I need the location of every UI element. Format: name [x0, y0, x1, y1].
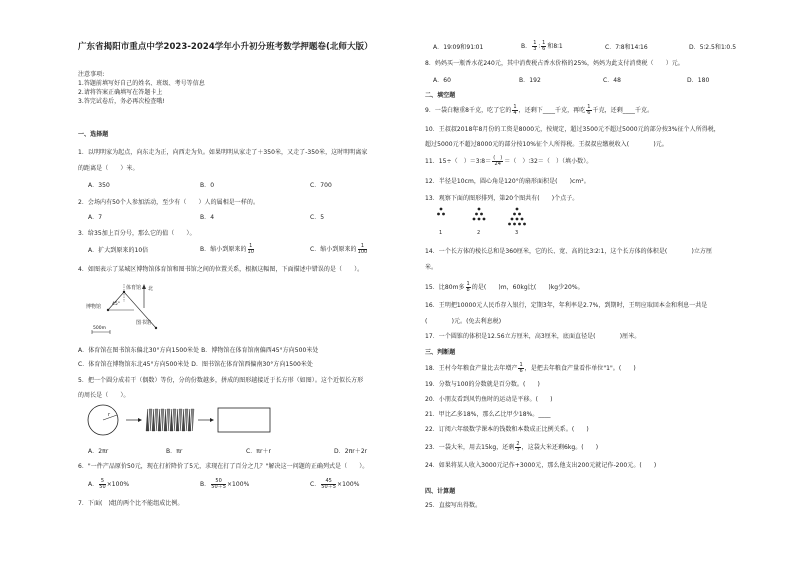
sector-piece: [149, 409, 152, 431]
fraction: $\frac{1}{4}$: [513, 104, 517, 116]
dot: [513, 223, 516, 226]
sector-piece: [182, 409, 185, 431]
q4-text: 4．如图表示了某城区博物馆体育馆和图书馆之间的位置关系，根据这幅图，下面描述中错误的是（ ）。: [78, 266, 364, 273]
q2-option-b[interactable]: B．4: [200, 214, 215, 221]
dot: [440, 208, 443, 211]
q1-line2: 的距离是（ ）米。: [78, 165, 139, 172]
dot: [475, 213, 478, 216]
dot: [442, 213, 445, 216]
q20-text: 20．小朋友看到风钓鱼时的运动是平移。( ): [425, 396, 553, 403]
fraction: $\frac{1}{3}$: [533, 40, 537, 52]
fraction: $\frac{45}{50+5}$: [321, 478, 337, 490]
dot: [518, 213, 521, 216]
dot: [483, 218, 486, 221]
sector-piece: [155, 409, 158, 431]
notice-item: 3.答完试卷后，务必再次检查哦!: [78, 98, 165, 105]
dot: [513, 213, 516, 216]
dot: [518, 223, 521, 226]
q13-dot-pattern: [429, 205, 539, 235]
section-choice-heading: 一、选择题: [78, 131, 109, 138]
sector-strip: [146, 409, 194, 431]
q22-text: 22．订阅六年级数学课本的钱数和本数成正比例关系。( ): [425, 426, 589, 433]
q2-text: 2．会场内有50个人参加活动，至少有（ ）人的属相是一样的。: [78, 199, 260, 206]
gym-label: 体育馆: [126, 285, 142, 291]
fraction: $\frac{1}{100}$: [357, 243, 368, 255]
sector-piece: [167, 409, 170, 431]
rectangle-shape: [218, 408, 270, 432]
figure-label-3: 3: [515, 230, 519, 235]
section-judge-heading: 三、判断题: [425, 349, 456, 356]
q5-option-b[interactable]: B．πr: [166, 448, 183, 455]
angle-label: 45°: [112, 302, 120, 307]
arrow-head-2: [210, 418, 214, 422]
sector-piece: [158, 409, 161, 431]
sector-piece: [146, 409, 149, 431]
q5-line1: 5．把一个圆分成若干（偶数）等份，分的份数越多，拼成的图形越接近于长方形（如图）。这个近似长方形: [78, 377, 364, 384]
fraction: $\frac{5}{50}$: [99, 478, 106, 490]
q8-option-d[interactable]: D．180: [687, 77, 710, 84]
fraction: $\frac{50}{50+5}$: [211, 478, 226, 490]
fraction: $\frac{( )}{24}$: [493, 155, 503, 167]
q11-text: 11．15÷（ ）＝3∶8＝ $\frac{( )}{24}$ ＝（ ）∶32＝（ ）（填小数）。: [425, 155, 593, 167]
north-label: 北: [148, 286, 154, 292]
dot: [516, 218, 519, 221]
dot: [478, 208, 481, 211]
scale-label: 500m: [93, 326, 106, 331]
q7-option-a[interactable]: A．19∶09和91∶01: [433, 44, 484, 51]
radius-label: r: [108, 412, 111, 418]
notice-heading: 注意事项:: [78, 71, 105, 78]
q7-option-b[interactable]: B． $\frac{1}{3}$ ∶ $\frac{1}{6}$ 和8∶1: [521, 40, 563, 52]
arrow-head-1: [138, 418, 142, 422]
fraction: $\frac{1}{6}$: [587, 104, 591, 116]
dot: [473, 218, 476, 221]
q14-line2: 米。: [425, 264, 438, 271]
q7-text: 7．下面( )组的两个比不能组成比例。: [78, 500, 184, 507]
q1-option-b[interactable]: B．0: [200, 182, 215, 189]
q2-option-a[interactable]: A．7: [88, 214, 103, 221]
sector-piece: [191, 409, 194, 431]
q1-option-a[interactable]: A．350: [88, 182, 110, 189]
library-label: 图书馆: [136, 320, 152, 326]
q23-text: 23．一袋大米，用去15kg，还剩 $\frac{2}{3}$ ，这袋大米还剩6kg。( ): [425, 441, 599, 453]
north-arrow-head: [142, 284, 146, 289]
q4-position-diagram: [86, 280, 176, 340]
q4-options-cd[interactable]: C．体育馆在博物馆东北45°方向500米处 D．图书馆在体育馆西偏南30°方向1500米处: [78, 361, 313, 368]
sector-piece: [152, 409, 155, 431]
q8-option-a[interactable]: A．60: [433, 77, 451, 84]
library-point: [155, 327, 157, 329]
q10-line2: 超过5000元不超过8000元的部分按10%征个人所得税。王叔叔应缴税收入( )元。: [425, 141, 668, 148]
q6-option-b[interactable]: B． $\frac{50}{50+5}$ ×100%: [200, 478, 250, 490]
sector-piece: [188, 409, 191, 431]
figure-label-1: 1: [439, 230, 443, 235]
q19-text: 19．分数与100的分数就是百分数。( ): [425, 381, 540, 388]
q12-text: 12．半径是10cm，圆心角是120°的扇形面积是( )cm²。: [425, 178, 590, 185]
q3-option-a[interactable]: A．扩大到原来的10倍: [88, 247, 149, 254]
fraction: $\frac{1}{10}$: [247, 243, 254, 255]
sector-piece: [173, 409, 176, 431]
fraction: $\frac{2}{3}$: [516, 441, 520, 453]
q16-line2: ( )元。(免去利息税): [425, 318, 502, 325]
q3-text: 3．给35加上百分号，那么它的值（ ）。: [78, 230, 196, 237]
section-calc-heading: 四、计算题: [425, 488, 456, 495]
q16-line1: 16．王明把10000元人民币存入银行，定期3年，年利率是2.7%，到期时，王明应取回本金和利息一共是: [425, 302, 708, 309]
q7-option-c[interactable]: C．7∶8和14∶16: [605, 44, 648, 51]
q13-text: 13．观察下面的图形排列，第20个图共有( )个点子。: [425, 195, 579, 202]
q8-option-c[interactable]: C．48: [603, 77, 622, 84]
q1-line1: 1．以明明家为起点，向东走为正，向西走为负。如果明明从家走了＋350米，又走了-350米，这时明明离家: [78, 149, 368, 156]
museum-label: 博物馆: [86, 304, 102, 310]
q4-options-ab[interactable]: A．体育馆在图书馆东偏北30°方向1500米处 B．博物馆在体育馆南偏西45°方向500米处: [78, 347, 319, 354]
sector-piece: [179, 409, 182, 431]
dot: [516, 208, 519, 211]
q18-text: 18．王村今年粮食产量比去年增产 $\frac{1}{6}$ ，是把去年粮食产量看作单位"1"。( ): [425, 362, 636, 374]
fraction: $\frac{1}{8}$: [466, 281, 470, 293]
museum-gym-line: [108, 292, 124, 310]
q10-line1: 10．王叔叔2018年8月份的工资是8000元，按规定，超过3500元不超过5000元的部分按3%征个人所得税，: [425, 126, 720, 133]
dot: [437, 213, 440, 216]
q5-option-a[interactable]: A．2πr: [88, 448, 109, 455]
dot: [480, 213, 483, 216]
q2-option-c[interactable]: C．5: [310, 214, 325, 221]
q3-option-b[interactable]: B．缩小到原来的 $\frac{1}{10}$: [200, 243, 254, 255]
sector-piece: [176, 409, 179, 431]
sector-piece: [185, 409, 188, 431]
sector-piece: [161, 409, 164, 431]
dot: [523, 223, 526, 226]
exam-title: 广东省揭阳市重点中学2023-2024学年小升初分班考数学押题卷(北师大版）: [78, 42, 373, 52]
q6-option-a[interactable]: A． $\frac{5}{50}$ ×100%: [88, 478, 130, 490]
notice-item: 1.答题前填写好自己的姓名、班级、考号等信息: [78, 80, 205, 87]
q17-text: 17．一个圆锥的体积是12.56立方厘米，高3厘米，底面直径是( )厘米。: [425, 333, 641, 340]
sector-piece: [164, 409, 167, 431]
dot: [521, 218, 524, 221]
section-fill-heading: 二、填空题: [425, 92, 456, 99]
sector-piece: [170, 409, 173, 431]
q1-option-c[interactable]: C．700: [310, 182, 332, 189]
gym-point: [123, 291, 125, 293]
fraction: $\frac{1}{6}$: [519, 362, 523, 374]
q6-text: 6．"一件产品原价50元，现在打折降价了5元，求现在打了百分之几？"解决这一问题的正确列式是（ ）。: [78, 463, 369, 470]
q7-option-d[interactable]: D．5∶2.5和1∶0.5: [689, 44, 737, 51]
q9-text: 9．一袋白糖重8千克，吃了它的 $\frac{1}{4}$ ，还剩下____千克，再吃 $\frac{1}{6}$ 千克，还剩____千克。: [425, 104, 654, 116]
dot: [508, 223, 511, 226]
q6-option-c[interactable]: C． $\frac{45}{50+5}$ ×100%: [310, 478, 360, 490]
q5-option-c[interactable]: C．πr＋r: [246, 448, 272, 455]
fraction: $\frac{1}{6}$: [542, 40, 546, 52]
notice-item: 2.请将答案正确填写在答题卡上: [78, 89, 163, 96]
q3-option-c[interactable]: C．缩小到原来的 $\frac{1}{100}$: [310, 243, 368, 255]
dot: [511, 218, 514, 221]
q8-text: 8．妈妈买一瓶香水花240元，其中消费税占香水价格的25%，妈妈为此支付消费税（ ）元。: [425, 60, 684, 67]
museum-point: [107, 309, 109, 311]
dot-figures: [437, 208, 526, 226]
q5-option-d[interactable]: D．2πr＋2r: [334, 448, 368, 455]
q5-line2: 的周长是（ ）。: [78, 392, 130, 399]
q15-text: 15．比80m多 $\frac{1}{8}$ 的是( )m，60kg比( )kg少20%。: [425, 281, 584, 293]
dot: [478, 218, 481, 221]
q24-text: 24．如果将某人收入3000元记作+3000元，那么他支出200元就记作-200元。( ): [425, 462, 657, 469]
q14-line1: 14．一个长方体的棱长总和是360厘米，它的长、宽、高的比3∶2∶1，这个长方体的体积是( )立方厘: [425, 248, 712, 255]
q25-text: 25．直接写出得数。: [425, 502, 482, 509]
q21-text: 21．甲比乙多18%，那么乙比甲少18%。____: [425, 411, 551, 418]
q8-option-b[interactable]: B．192: [519, 77, 541, 84]
figure-label-2: 2: [477, 230, 481, 235]
q5-circle-to-rectangle-diagram: [86, 403, 286, 439]
